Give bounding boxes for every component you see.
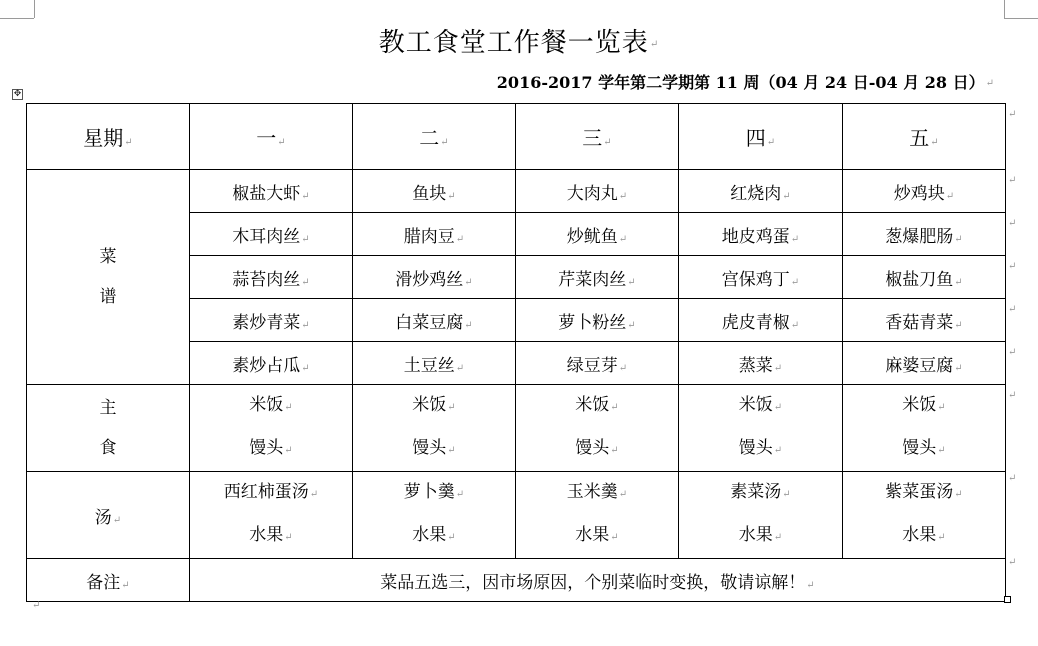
dish-cell[interactable]: [843, 342, 1006, 385]
paragraph-mark-icon: ↵: [985, 78, 994, 89]
paragraph-mark-icon: ↵: [301, 362, 310, 374]
dish-cell[interactable]: [353, 342, 516, 385]
row-end-mark-icon: ↵: [1008, 218, 1017, 229]
staple-line: [516, 428, 678, 471]
dish-name[interactable]: 虎皮青椒: [721, 312, 790, 333]
dish-cell[interactable]: [190, 170, 353, 213]
dish-cell[interactable]: [679, 342, 843, 385]
staple-line: [843, 428, 1005, 471]
day-header-cell[interactable]: [353, 104, 516, 170]
paragraph-mark-icon: ↵: [627, 319, 636, 331]
staple-item[interactable]: 馒头: [412, 438, 447, 458]
staple-cell[interactable]: [679, 385, 843, 472]
soup-line: [353, 515, 515, 558]
soup-line: [679, 472, 842, 515]
paragraph-mark-icon: ↵: [447, 445, 456, 456]
paragraph-mark-icon: ↵: [455, 233, 465, 245]
soup-label-cell[interactable]: [27, 472, 190, 559]
document-title[interactable]: [0, 22, 1038, 59]
dish-cell[interactable]: [353, 299, 516, 342]
paragraph-mark-icon: ↵: [301, 190, 310, 202]
paragraph-mark-icon: ↵: [806, 579, 815, 591]
dish-cell[interactable]: [679, 256, 843, 299]
dish-name[interactable]: 滑炒鸡丝: [395, 269, 464, 290]
soup-line: [353, 472, 515, 515]
dish-name[interactable]: 芹菜肉丝: [558, 269, 627, 290]
dish-cell[interactable]: [190, 299, 353, 342]
soup-label[interactable]: 汤: [94, 507, 112, 528]
paragraph-mark-icon: ↵: [649, 38, 660, 50]
crop-mark-top-left-horizontal: [0, 18, 34, 19]
dish-cell[interactable]: [679, 213, 843, 256]
row-end-mark-icon: ↵: [1008, 261, 1017, 272]
soup-row: [27, 472, 1006, 559]
dish-name[interactable]: 炒鸡块: [893, 183, 945, 204]
paragraph-mark-icon: ↵: [618, 190, 628, 202]
dish-cell[interactable]: [353, 170, 516, 213]
paragraph-mark-icon: ↵: [309, 489, 319, 500]
soup-line: [516, 472, 678, 515]
soup-item[interactable]: 西红柿蛋汤: [223, 482, 309, 502]
document-subtitle-text[interactable]: 2016-2017 学年第二学期第 11 周（04 月 24 日-04 月 28 日）: [496, 73, 985, 92]
soup-item[interactable]: 素菜汤: [730, 482, 782, 502]
crop-mark-top-right-horizontal: [1004, 18, 1038, 19]
soup-line: [679, 515, 842, 558]
paragraph-mark-icon: ↵: [121, 579, 130, 591]
dish-cell[interactable]: [843, 299, 1006, 342]
paragraph-mark-icon: ↵: [937, 402, 946, 413]
dish-name[interactable]: 蒸菜: [738, 355, 773, 376]
dish-cell[interactable]: [190, 213, 353, 256]
day-header-cell[interactable]: [516, 104, 679, 170]
staple-item[interactable]: 馒头: [902, 438, 937, 458]
paragraph-mark-icon: ↵: [790, 319, 800, 331]
staple-line: [353, 385, 515, 428]
day-header-cell[interactable]: [679, 104, 843, 170]
dish-name[interactable]: 鱼块: [412, 183, 447, 204]
table-move-handle-icon[interactable]: ✥: [13, 89, 22, 99]
soup-line: [843, 515, 1005, 558]
dish-name[interactable]: 素炒占瓜: [232, 355, 301, 376]
paragraph-mark-icon: ↵: [284, 532, 293, 543]
row-end-mark-icon: ↵: [1008, 473, 1017, 484]
soup-item[interactable]: 水果: [412, 525, 447, 545]
paragraph-mark-icon: ↵: [773, 445, 783, 456]
dish-name[interactable]: 麻婆豆腐: [885, 355, 954, 376]
paragraph-mark-icon: ↵: [945, 190, 955, 202]
row-end-mark-icon: ↵: [1008, 109, 1017, 120]
dishes-label-cell[interactable]: [27, 170, 190, 385]
paragraph-mark-icon: ↵: [618, 233, 628, 245]
soup-item[interactable]: 水果: [738, 525, 773, 545]
paragraph-mark-icon: ↵: [610, 445, 619, 456]
paragraph-mark-icon: ↵: [610, 532, 619, 543]
staple-label-char[interactable]: 主: [99, 398, 117, 418]
staple-cell[interactable]: [190, 385, 353, 472]
menu-table: [26, 103, 1006, 602]
staple-label-char[interactable]: 食: [99, 438, 117, 458]
paragraph-mark-icon: ↵: [464, 276, 473, 288]
dish-name[interactable]: 腊肉豆: [403, 226, 455, 247]
dish-cell[interactable]: [843, 170, 1006, 213]
paragraph-mark-icon: ↵: [277, 137, 286, 148]
staple-line: [516, 385, 678, 428]
staple-line: [190, 385, 352, 428]
dish-name[interactable]: 椒盐大虾: [232, 183, 301, 204]
paragraph-mark-icon: ↵: [284, 445, 293, 456]
row-end-mark-icon: ↵: [1008, 347, 1017, 358]
soup-line: [843, 472, 1005, 515]
dish-name[interactable]: 香菇青菜: [885, 312, 954, 333]
soup-line: [516, 515, 678, 558]
day-header-2[interactable]: 二: [419, 126, 440, 150]
staple-line: [843, 385, 1005, 428]
staple-line: [190, 428, 352, 471]
day-header-3[interactable]: 三: [582, 126, 603, 150]
staple-line: [353, 428, 515, 471]
paragraph-mark-icon: ↵: [464, 319, 473, 331]
soup-cell[interactable]: [353, 472, 516, 559]
paragraph-mark-icon: ↵: [610, 402, 619, 413]
day-header-5[interactable]: 五: [909, 126, 930, 150]
crop-mark-top-right-vertical: [1004, 0, 1005, 18]
dish-name[interactable]: 木耳肉丝: [232, 226, 301, 247]
dish-cell[interactable]: [516, 342, 679, 385]
paragraph-mark-icon: ↵: [954, 276, 963, 288]
dish-row: [27, 170, 1006, 213]
remark-row: [27, 559, 1006, 602]
paragraph-mark-icon: ↵: [32, 600, 41, 611]
row-end-mark-icon: ↵: [1008, 390, 1017, 401]
staple-item[interactable]: 米饭: [412, 395, 447, 415]
dish-cell[interactable]: [516, 299, 679, 342]
paragraph-mark-icon: ↵: [930, 137, 939, 148]
row-end-mark-icon: ↵: [1008, 304, 1017, 315]
paragraph-mark-icon: ↵: [301, 276, 310, 288]
staple-item[interactable]: 米饭: [738, 395, 773, 415]
paragraph-mark-icon: ↵: [447, 532, 456, 543]
paragraph-mark-icon: ↵: [440, 137, 449, 148]
soup-item[interactable]: 水果: [902, 525, 937, 545]
staple-label-cell[interactable]: [27, 385, 190, 472]
crop-mark-top-left-vertical: [34, 0, 35, 18]
dish-cell[interactable]: [516, 213, 679, 256]
paragraph-mark-icon: ↵: [627, 276, 636, 288]
dish-name[interactable]: 椒盐刀鱼: [885, 269, 954, 290]
paragraph-mark-icon: ↵: [954, 489, 963, 500]
paragraph-mark-icon: ↵: [301, 319, 310, 331]
staple-item[interactable]: 米饭: [575, 395, 610, 415]
paragraph-mark-icon: ↵: [790, 276, 800, 288]
dish-name[interactable]: 萝卜粉丝: [558, 312, 627, 333]
row-end-mark-icon: ↵: [1008, 175, 1017, 186]
paragraph-mark-icon: ↵: [954, 362, 963, 374]
paragraph-mark-icon: ↵: [954, 233, 963, 245]
dish-name[interactable]: 宫保鸡丁: [721, 269, 790, 290]
day-header-cell[interactable]: [190, 104, 353, 170]
staple-cell[interactable]: [843, 385, 1006, 472]
staple-cell[interactable]: [353, 385, 516, 472]
dish-cell[interactable]: [516, 170, 679, 213]
soup-line: [190, 515, 352, 558]
staple-line: [679, 428, 842, 471]
staple-item[interactable]: 米饭: [902, 395, 937, 415]
dish-cell[interactable]: [353, 213, 516, 256]
paragraph-mark-icon: ↵: [447, 190, 456, 202]
dish-name[interactable]: 土豆丝: [403, 355, 455, 376]
row-end-mark-icon: ↵: [1008, 557, 1017, 568]
paragraph-mark-icon: ↵: [455, 489, 465, 500]
soup-cell[interactable]: [516, 472, 679, 559]
document-title-text[interactable]: 教工食堂工作餐一览表: [378, 28, 649, 58]
paragraph-mark-icon: ↵: [455, 362, 465, 374]
paragraph-mark-icon: ↵: [112, 514, 122, 526]
dish-cell[interactable]: [843, 213, 1006, 256]
remark-text-cell[interactable]: [190, 559, 1006, 602]
dish-cell[interactable]: [679, 170, 843, 213]
dish-cell[interactable]: [843, 256, 1006, 299]
paragraph-mark-icon: ↵: [124, 137, 133, 148]
soup-item[interactable]: 紫菜蛋汤: [885, 482, 954, 502]
table-resize-handle[interactable]: [1004, 596, 1011, 603]
day-header-cell[interactable]: [843, 104, 1006, 170]
dish-name[interactable]: 炒鱿鱼: [566, 226, 618, 247]
dish-name[interactable]: 大肉丸: [566, 183, 618, 204]
paragraph-mark-icon: ↵: [937, 532, 946, 543]
paragraph-mark-icon: ↵: [773, 532, 783, 543]
day-header-1[interactable]: 一: [256, 126, 277, 150]
dish-cell[interactable]: [353, 256, 516, 299]
dish-cell[interactable]: [516, 256, 679, 299]
staple-item[interactable]: 馒头: [249, 438, 284, 458]
day-header-4[interactable]: 四: [745, 126, 766, 150]
dish-name[interactable]: 葱爆肥肠: [885, 226, 954, 247]
dish-cell[interactable]: [190, 342, 353, 385]
document-subtitle[interactable]: [497, 70, 994, 93]
paragraph-mark-icon: ↵: [618, 362, 628, 374]
dishes-label-char[interactable]: 谱: [99, 287, 117, 307]
dish-name[interactable]: 素炒青菜: [232, 312, 301, 333]
paragraph-mark-icon: ↵: [447, 402, 456, 413]
header-label[interactable]: 星期: [83, 126, 124, 150]
remark-text[interactable]: 菜品五选三，因市场原因，个别菜临时变换，敬请谅解！: [380, 572, 806, 593]
dish-cell[interactable]: [190, 256, 353, 299]
dish-name[interactable]: 白菜豆腐: [395, 312, 464, 333]
soup-item[interactable]: 萝卜羹: [403, 482, 455, 502]
dishes-label-char[interactable]: 菜: [99, 247, 117, 267]
soup-item[interactable]: 水果: [575, 525, 610, 545]
soup-item[interactable]: 玉米羹: [566, 482, 618, 502]
soup-cell[interactable]: [679, 472, 843, 559]
dish-name[interactable]: 地皮鸡蛋: [721, 226, 790, 247]
dish-name[interactable]: 绿豆芽: [566, 355, 618, 376]
paragraph-mark-icon: ↵: [284, 402, 293, 413]
staple-item[interactable]: 米饭: [249, 395, 284, 415]
dish-cell[interactable]: [679, 299, 843, 342]
soup-cell[interactable]: [190, 472, 353, 559]
staple-line: [679, 385, 842, 428]
paragraph-mark-icon: ↵: [790, 233, 800, 245]
paragraph-mark-icon: ↵: [782, 489, 791, 500]
paragraph-mark-icon: ↵: [301, 233, 310, 245]
paragraph-mark-icon: ↵: [618, 489, 628, 500]
paragraph-mark-icon: ↵: [773, 362, 783, 374]
header-row: [27, 104, 1006, 170]
soup-line: [190, 472, 352, 515]
staple-item[interactable]: 馒头: [738, 438, 773, 458]
paragraph-mark-icon: ↵: [766, 137, 776, 148]
remark-label-cell[interactable]: [27, 559, 190, 602]
dish-name[interactable]: 蒜苔肉丝: [232, 269, 301, 290]
remark-label[interactable]: 备注: [86, 572, 121, 593]
soup-cell[interactable]: [843, 472, 1006, 559]
header-label-cell[interactable]: [27, 104, 190, 170]
paragraph-mark-icon: ↵: [937, 445, 946, 456]
paragraph-mark-icon: ↵: [603, 137, 612, 148]
paragraph-mark-icon: ↵: [773, 402, 783, 413]
staple-row: [27, 385, 1006, 472]
dish-name[interactable]: 红烧肉: [730, 183, 782, 204]
paragraph-mark-icon: ↵: [954, 319, 963, 331]
staple-item[interactable]: 馒头: [575, 438, 610, 458]
soup-item[interactable]: 水果: [249, 525, 284, 545]
paragraph-mark-icon: ↵: [782, 190, 791, 202]
staple-cell[interactable]: [516, 385, 679, 472]
